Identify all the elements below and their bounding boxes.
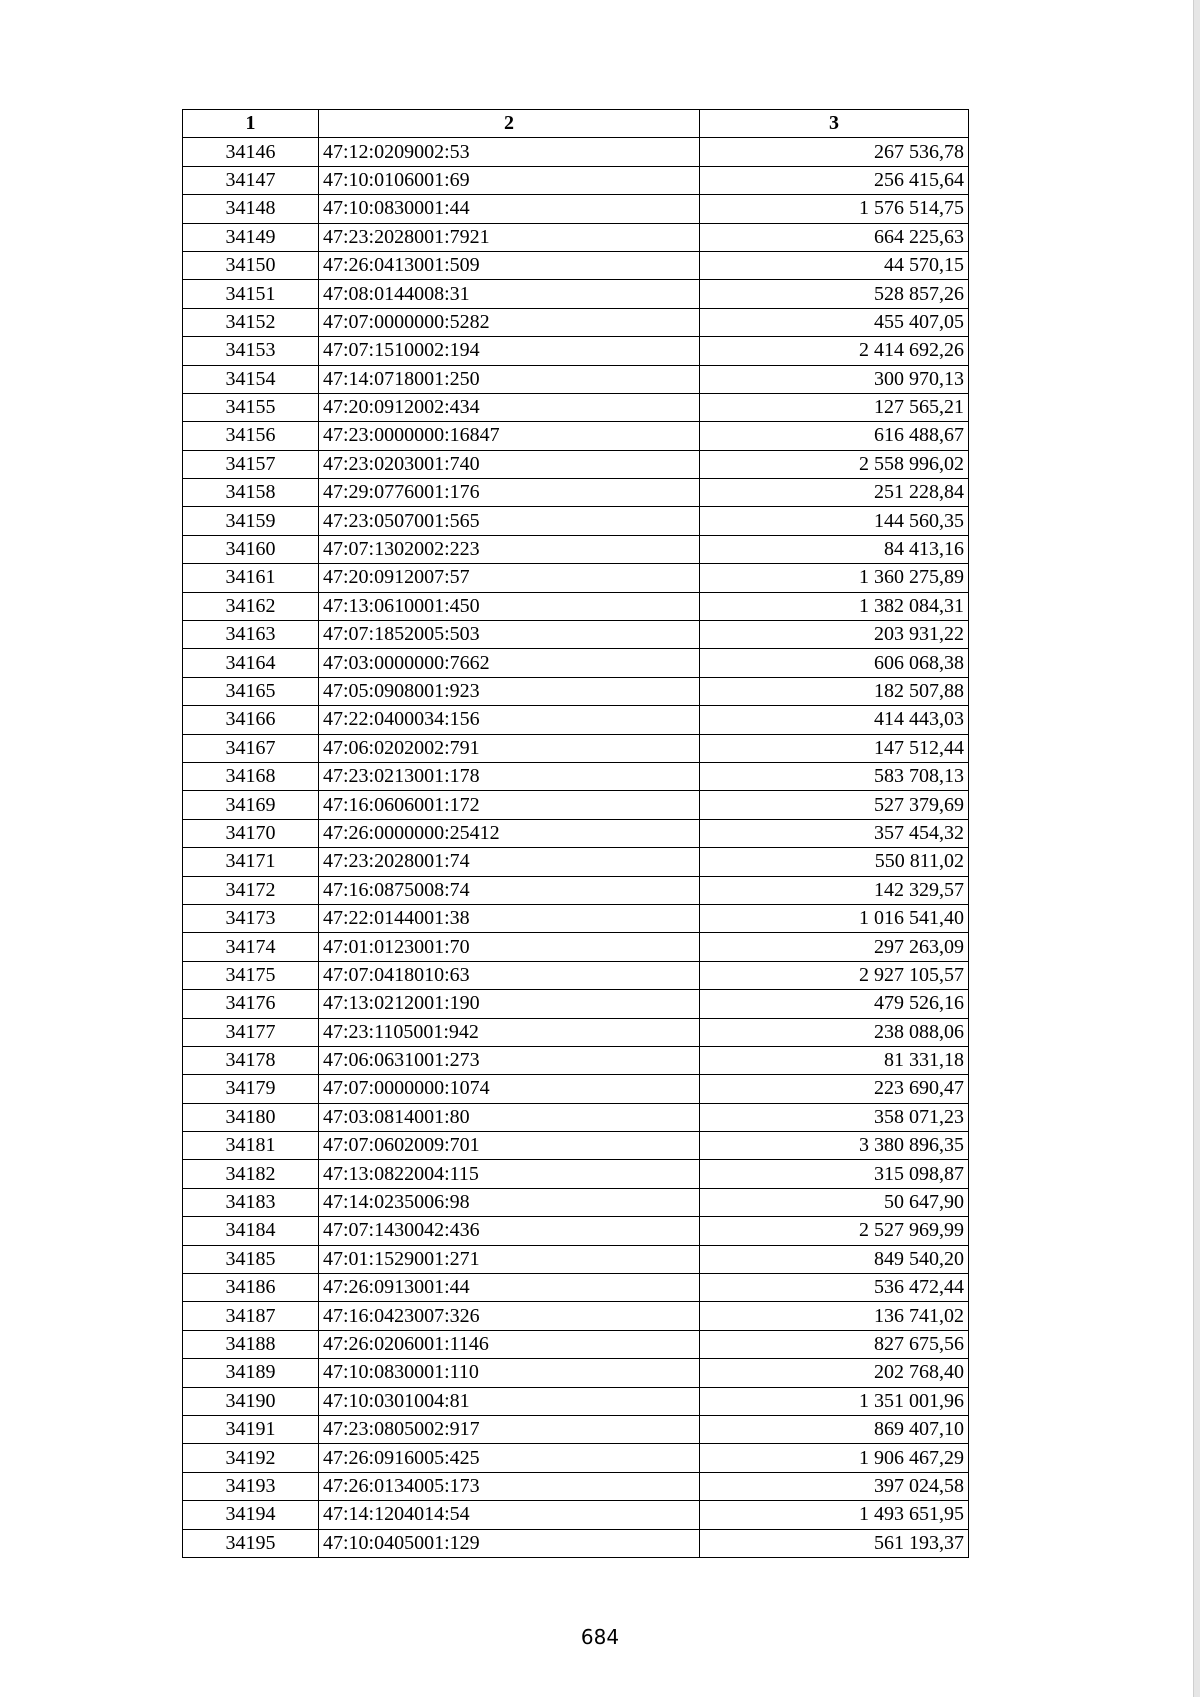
table-row [183, 1359, 969, 1387]
value-cell: 251 228,84 [700, 479, 969, 507]
table-row [183, 564, 969, 592]
cadastral-number-cell: 47:10:0830001:110 [319, 1359, 700, 1387]
cadastral-number-cell: 47:16:0423007:326 [319, 1302, 700, 1330]
row-number-cell: 34159 [183, 507, 319, 535]
row-number-cell: 34187 [183, 1302, 319, 1330]
value-cell: 238 088,06 [700, 1018, 969, 1046]
row-number-cell: 34174 [183, 933, 319, 961]
value-cell: 869 407,10 [700, 1415, 969, 1443]
value-cell: 300 970,13 [700, 365, 969, 393]
value-cell: 536 472,44 [700, 1274, 969, 1302]
value-cell: 256 415,64 [700, 166, 969, 194]
table-row [183, 706, 969, 734]
row-number-cell: 34153 [183, 337, 319, 365]
cadastral-number-cell: 47:23:0203001:740 [319, 450, 700, 478]
cadastral-number-cell: 47:13:0822004:115 [319, 1160, 700, 1188]
cadastral-number-cell: 47:07:0000000:5282 [319, 308, 700, 336]
cadastral-number-cell: 47:13:0212001:190 [319, 990, 700, 1018]
row-number-cell: 34173 [183, 904, 319, 932]
row-number-cell: 34183 [183, 1188, 319, 1216]
table-row [183, 1274, 969, 1302]
cadastral-number-cell: 47:23:0213001:178 [319, 762, 700, 790]
value-cell: 1 906 467,29 [700, 1444, 969, 1472]
row-number-cell: 34152 [183, 308, 319, 336]
row-number-cell: 34156 [183, 422, 319, 450]
table-row [183, 195, 969, 223]
value-cell: 357 454,32 [700, 819, 969, 847]
row-number-cell: 34150 [183, 251, 319, 279]
row-number-cell: 34149 [183, 223, 319, 251]
table-row [183, 1501, 969, 1529]
cadastral-number-cell: 47:08:0144008:31 [319, 280, 700, 308]
table-row [183, 762, 969, 790]
cadastral-number-cell: 47:20:0912007:57 [319, 564, 700, 592]
row-number-cell: 34148 [183, 195, 319, 223]
header-col-2: 2 [319, 110, 700, 138]
table-body [183, 138, 969, 1558]
row-number-cell: 34147 [183, 166, 319, 194]
table-row [183, 621, 969, 649]
row-number-cell: 34190 [183, 1387, 319, 1415]
cadastral-number-cell: 47:16:0875008:74 [319, 876, 700, 904]
row-number-cell: 34181 [183, 1132, 319, 1160]
value-cell: 561 193,37 [700, 1529, 969, 1557]
table-row [183, 961, 969, 989]
table-row [183, 1444, 969, 1472]
value-cell: 2 527 969,99 [700, 1217, 969, 1245]
cadastral-number-cell: 47:06:0202002:791 [319, 734, 700, 762]
value-cell: 1 351 001,96 [700, 1387, 969, 1415]
table-row [183, 1330, 969, 1358]
value-cell: 136 741,02 [700, 1302, 969, 1330]
value-cell: 1 576 514,75 [700, 195, 969, 223]
row-number-cell: 34155 [183, 393, 319, 421]
row-number-cell: 34164 [183, 649, 319, 677]
value-cell: 2 927 105,57 [700, 961, 969, 989]
cadastral-number-cell: 47:22:0400034:156 [319, 706, 700, 734]
cadastral-number-cell: 47:23:2028001:74 [319, 848, 700, 876]
table-row [183, 876, 969, 904]
row-number-cell: 34182 [183, 1160, 319, 1188]
cadastral-number-cell: 47:29:0776001:176 [319, 479, 700, 507]
row-number-cell: 34178 [183, 1046, 319, 1074]
value-cell: 297 263,09 [700, 933, 969, 961]
cadastral-number-cell: 47:10:0830001:44 [319, 195, 700, 223]
value-cell: 144 560,35 [700, 507, 969, 535]
row-number-cell: 34193 [183, 1472, 319, 1500]
table-row [183, 1302, 969, 1330]
value-cell: 127 565,21 [700, 393, 969, 421]
value-cell: 528 857,26 [700, 280, 969, 308]
cadastral-number-cell: 47:23:1105001:942 [319, 1018, 700, 1046]
page-number: 684 [580, 1625, 620, 1649]
value-cell: 84 413,16 [700, 535, 969, 563]
table-row [183, 1103, 969, 1131]
cadastral-number-cell: 47:26:0134005:173 [319, 1472, 700, 1500]
table-row [183, 848, 969, 876]
value-cell: 1 360 275,89 [700, 564, 969, 592]
value-cell: 142 329,57 [700, 876, 969, 904]
row-number-cell: 34166 [183, 706, 319, 734]
value-cell: 455 407,05 [700, 308, 969, 336]
table-row [183, 904, 969, 932]
header-col-3: 3 [700, 110, 969, 138]
value-cell: 414 443,03 [700, 706, 969, 734]
row-number-cell: 34158 [183, 479, 319, 507]
header-col-1: 1 [183, 110, 319, 138]
table-row [183, 1075, 969, 1103]
value-cell: 1 016 541,40 [700, 904, 969, 932]
table-row [183, 450, 969, 478]
table-row [183, 1415, 969, 1443]
value-cell: 479 526,16 [700, 990, 969, 1018]
cadastral-number-cell: 47:07:0000000:1074 [319, 1075, 700, 1103]
row-number-cell: 34172 [183, 876, 319, 904]
row-number-cell: 34179 [183, 1075, 319, 1103]
cadastral-number-cell: 47:23:2028001:7921 [319, 223, 700, 251]
table-row [183, 592, 969, 620]
table-row [183, 138, 969, 166]
cadastral-number-cell: 47:10:0301004:81 [319, 1387, 700, 1415]
table-row [183, 1160, 969, 1188]
value-cell: 202 768,40 [700, 1359, 969, 1387]
value-cell: 3 380 896,35 [700, 1132, 969, 1160]
table-row [183, 1018, 969, 1046]
row-number-cell: 34168 [183, 762, 319, 790]
cadastral-number-cell: 47:05:0908001:923 [319, 677, 700, 705]
table-header [183, 110, 969, 138]
value-cell: 203 931,22 [700, 621, 969, 649]
row-number-cell: 34161 [183, 564, 319, 592]
row-number-cell: 34154 [183, 365, 319, 393]
value-cell: 315 098,87 [700, 1160, 969, 1188]
row-number-cell: 34189 [183, 1359, 319, 1387]
table-row [183, 791, 969, 819]
row-number-cell: 34176 [183, 990, 319, 1018]
value-cell: 583 708,13 [700, 762, 969, 790]
row-number-cell: 34188 [183, 1330, 319, 1358]
table-row [183, 819, 969, 847]
table-row [183, 223, 969, 251]
cadastral-number-cell: 47:22:0144001:38 [319, 904, 700, 932]
row-number-cell: 34160 [183, 535, 319, 563]
row-number-cell: 34165 [183, 677, 319, 705]
cadastral-number-cell: 47:26:0413001:509 [319, 251, 700, 279]
cadastral-number-cell: 47:14:0235006:98 [319, 1188, 700, 1216]
table-row [183, 1217, 969, 1245]
cadastral-number-cell: 47:23:0507001:565 [319, 507, 700, 535]
row-number-cell: 34157 [183, 450, 319, 478]
table-row [183, 1387, 969, 1415]
cadastral-number-cell: 47:03:0000000:7662 [319, 649, 700, 677]
table-row [183, 308, 969, 336]
row-number-cell: 34170 [183, 819, 319, 847]
value-cell: 223 690,47 [700, 1075, 969, 1103]
cadastral-number-cell: 47:01:0123001:70 [319, 933, 700, 961]
value-cell: 182 507,88 [700, 677, 969, 705]
value-cell: 606 068,38 [700, 649, 969, 677]
cadastral-number-cell: 47:26:0913001:44 [319, 1274, 700, 1302]
value-cell: 267 536,78 [700, 138, 969, 166]
row-number-cell: 34180 [183, 1103, 319, 1131]
table-row [183, 337, 969, 365]
row-number-cell: 34185 [183, 1245, 319, 1273]
cadastral-number-cell: 47:01:1529001:271 [319, 1245, 700, 1273]
table-row [183, 507, 969, 535]
value-cell: 827 675,56 [700, 1330, 969, 1358]
table-row [183, 365, 969, 393]
table-row [183, 933, 969, 961]
table-row [183, 1529, 969, 1557]
cadastral-number-cell: 47:14:0718001:250 [319, 365, 700, 393]
cadastral-number-cell: 47:07:1510002:194 [319, 337, 700, 365]
row-number-cell: 34186 [183, 1274, 319, 1302]
value-cell: 1 493 651,95 [700, 1501, 969, 1529]
table-row [183, 422, 969, 450]
value-cell: 147 512,44 [700, 734, 969, 762]
value-cell: 616 488,67 [700, 422, 969, 450]
value-cell: 2 558 996,02 [700, 450, 969, 478]
table-row [183, 734, 969, 762]
row-number-cell: 34163 [183, 621, 319, 649]
row-number-cell: 34171 [183, 848, 319, 876]
value-cell: 358 071,23 [700, 1103, 969, 1131]
value-cell: 81 331,18 [700, 1046, 969, 1074]
table-row [183, 393, 969, 421]
cadastral-number-cell: 47:16:0606001:172 [319, 791, 700, 819]
row-number-cell: 34169 [183, 791, 319, 819]
table-row [183, 166, 969, 194]
cadastral-number-cell: 47:23:0805002:917 [319, 1415, 700, 1443]
table-row [183, 535, 969, 563]
cadastral-number-cell: 47:23:0000000:16847 [319, 422, 700, 450]
cadastral-number-cell: 47:26:0916005:425 [319, 1444, 700, 1472]
value-cell: 1 382 084,31 [700, 592, 969, 620]
cadastral-number-cell: 47:07:0602009:701 [319, 1132, 700, 1160]
value-cell: 664 225,63 [700, 223, 969, 251]
row-number-cell: 34191 [183, 1415, 319, 1443]
cadastral-number-cell: 47:20:0912002:434 [319, 393, 700, 421]
table-row [183, 1046, 969, 1074]
value-cell: 44 570,15 [700, 251, 969, 279]
row-number-cell: 34195 [183, 1529, 319, 1557]
value-cell: 527 379,69 [700, 791, 969, 819]
data-table [182, 109, 969, 1558]
table-row [183, 1132, 969, 1160]
value-cell: 2 414 692,26 [700, 337, 969, 365]
value-cell: 397 024,58 [700, 1472, 969, 1500]
row-number-cell: 34194 [183, 1501, 319, 1529]
table-row [183, 1188, 969, 1216]
value-cell: 550 811,02 [700, 848, 969, 876]
cadastral-number-cell: 47:26:0000000:25412 [319, 819, 700, 847]
cadastral-number-cell: 47:10:0106001:69 [319, 166, 700, 194]
page-edge [1193, 0, 1200, 1697]
table-row [183, 1472, 969, 1500]
cadastral-number-cell: 47:03:0814001:80 [319, 1103, 700, 1131]
cadastral-number-cell: 47:26:0206001:1146 [319, 1330, 700, 1358]
table-row [183, 1245, 969, 1273]
cadastral-number-cell: 47:07:1430042:436 [319, 1217, 700, 1245]
cadastral-number-cell: 47:06:0631001:273 [319, 1046, 700, 1074]
row-number-cell: 34177 [183, 1018, 319, 1046]
value-cell: 50 647,90 [700, 1188, 969, 1216]
cadastral-number-cell: 47:13:0610001:450 [319, 592, 700, 620]
cadastral-number-cell: 47:07:1302002:223 [319, 535, 700, 563]
row-number-cell: 34184 [183, 1217, 319, 1245]
row-number-cell: 34146 [183, 138, 319, 166]
table-row [183, 649, 969, 677]
row-number-cell: 34175 [183, 961, 319, 989]
table-row [183, 677, 969, 705]
row-number-cell: 34162 [183, 592, 319, 620]
cadastral-number-cell: 47:12:0209002:53 [319, 138, 700, 166]
cadastral-number-cell: 47:07:0418010:63 [319, 961, 700, 989]
row-number-cell: 34192 [183, 1444, 319, 1472]
cadastral-number-cell: 47:14:1204014:54 [319, 1501, 700, 1529]
row-number-cell: 34167 [183, 734, 319, 762]
value-cell: 849 540,20 [700, 1245, 969, 1273]
cadastral-number-cell: 47:10:0405001:129 [319, 1529, 700, 1557]
row-number-cell: 34151 [183, 280, 319, 308]
table-row [183, 251, 969, 279]
table-row [183, 990, 969, 1018]
table-row [183, 479, 969, 507]
table-row [183, 280, 969, 308]
cadastral-number-cell: 47:07:1852005:503 [319, 621, 700, 649]
header-row [183, 110, 969, 138]
